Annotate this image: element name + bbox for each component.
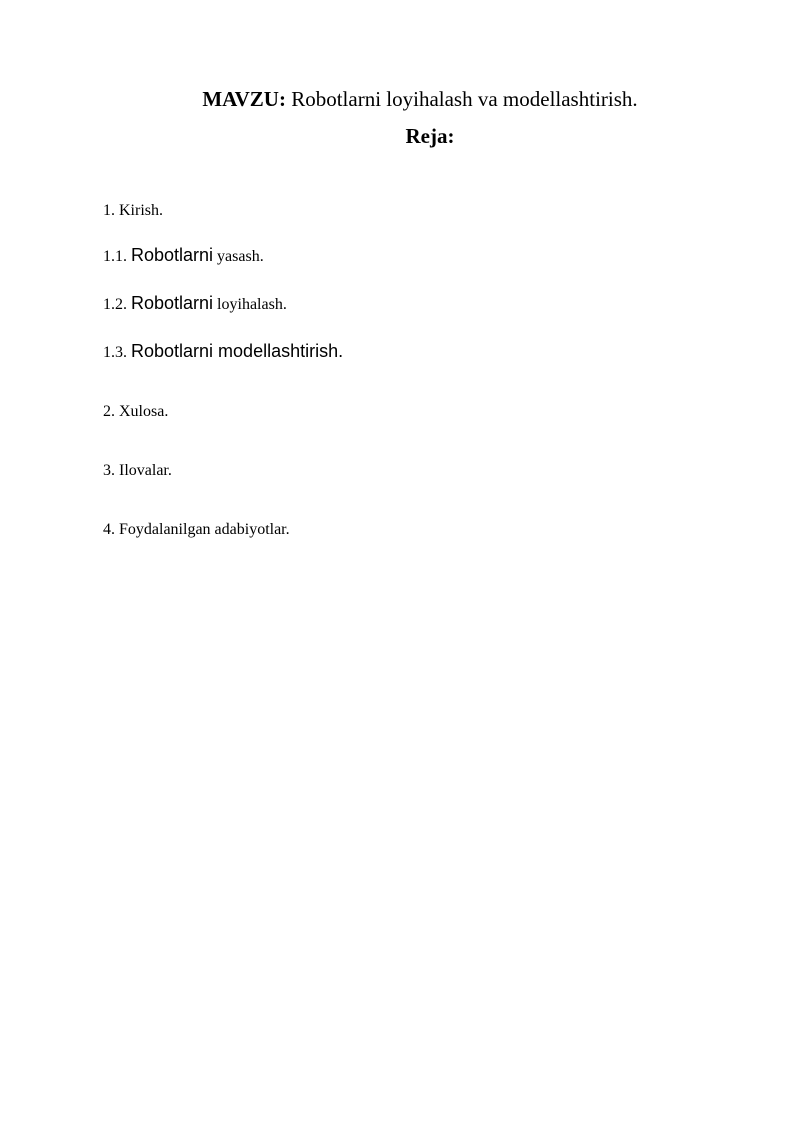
page-title xyxy=(0,86,800,112)
plan-item-highlight: Robotlarni xyxy=(131,341,214,361)
plan-item-highlight: Robotlarni xyxy=(131,245,214,265)
plan-item-modeling xyxy=(103,341,343,363)
title-text: Robotlarni loyihalash va modellashtirish. xyxy=(285,87,638,111)
plan-item-text: Xulosa. xyxy=(119,403,169,420)
plan-item-text: Ilovalar. xyxy=(119,462,172,479)
plan-item-building xyxy=(103,245,264,267)
plan-item-appendices xyxy=(103,461,172,481)
title-label: MAVZU: xyxy=(202,87,286,111)
plan-item-conclusion xyxy=(103,402,168,422)
plan-item-rest: yasash. xyxy=(213,248,264,265)
plan-item-number: 4. xyxy=(103,521,119,538)
plan-heading: Reja: xyxy=(405,124,455,148)
plan-item-rest: loyihalash. xyxy=(213,296,287,313)
plan-item-intro xyxy=(103,201,163,221)
plan-item-highlight: Robotlarni xyxy=(131,293,214,313)
plan-item-text: Kirish. xyxy=(119,202,163,219)
plan-item-number: 2. xyxy=(103,403,119,420)
plan-item-number: 1. xyxy=(103,202,119,219)
plan-item-designing xyxy=(103,293,287,315)
plan-item-number: 3. xyxy=(103,462,119,479)
plan-item-number: 1.2. xyxy=(103,296,131,313)
plan-item-references xyxy=(103,520,290,540)
plan-item-number: 1.3. xyxy=(103,344,131,361)
plan-item-rest: modellashtirish. xyxy=(213,341,344,361)
plan-item-text: Foydalanilgan adabiyotlar. xyxy=(119,521,290,538)
plan-item-number: 1.1. xyxy=(103,248,131,265)
